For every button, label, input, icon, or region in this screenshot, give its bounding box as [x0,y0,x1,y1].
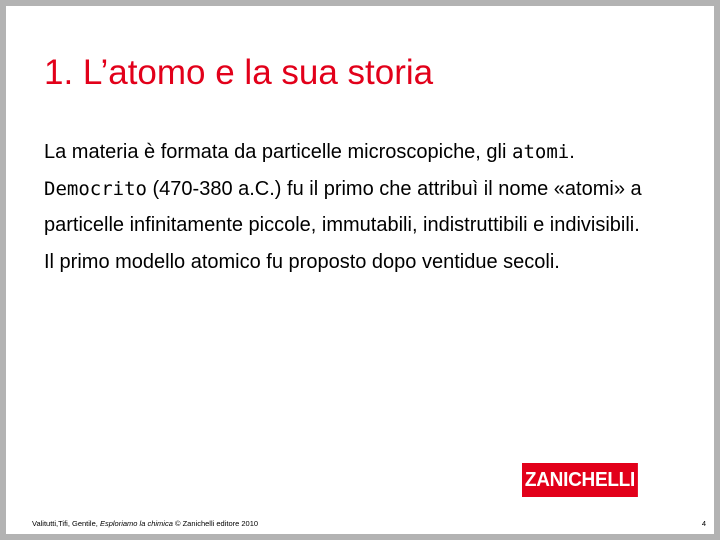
footer-authors: Valitutti,Tifi, Gentile, [32,519,100,528]
footer-credits [32,519,258,528]
paragraph-text: La materia è formata da particelle microscopiche, gli [44,141,507,163]
paragraph-text: (470-380 a.C.) fu il primo che attribuì il nome «atomi» a particelle infinitamente piccole, immutabili, indistruttibili e indivisibili. [44,177,642,236]
slide-body [44,134,704,280]
footer-publisher: © Zanichelli editore 2010 [172,519,259,528]
keyword-atomi: atomi [512,141,570,163]
paragraph-text: Il primo modello atomico fu proposto dopo ventidue secoli. [44,250,560,273]
paragraph-atomic-model [44,244,704,281]
keyword-democrito: Democrito [44,177,147,200]
slide-title: 1. L’atomo e la sua storia [44,53,434,92]
slide [6,6,714,534]
paragraph-democrito [44,171,704,244]
footer-book-title: Esploriamo la chimica [99,519,173,528]
paragraph-period: . [569,141,575,163]
page-number: 4 [701,519,706,528]
zanichelli-logo: ZANICHELLI [522,463,638,497]
paragraph-atoms [44,134,704,171]
